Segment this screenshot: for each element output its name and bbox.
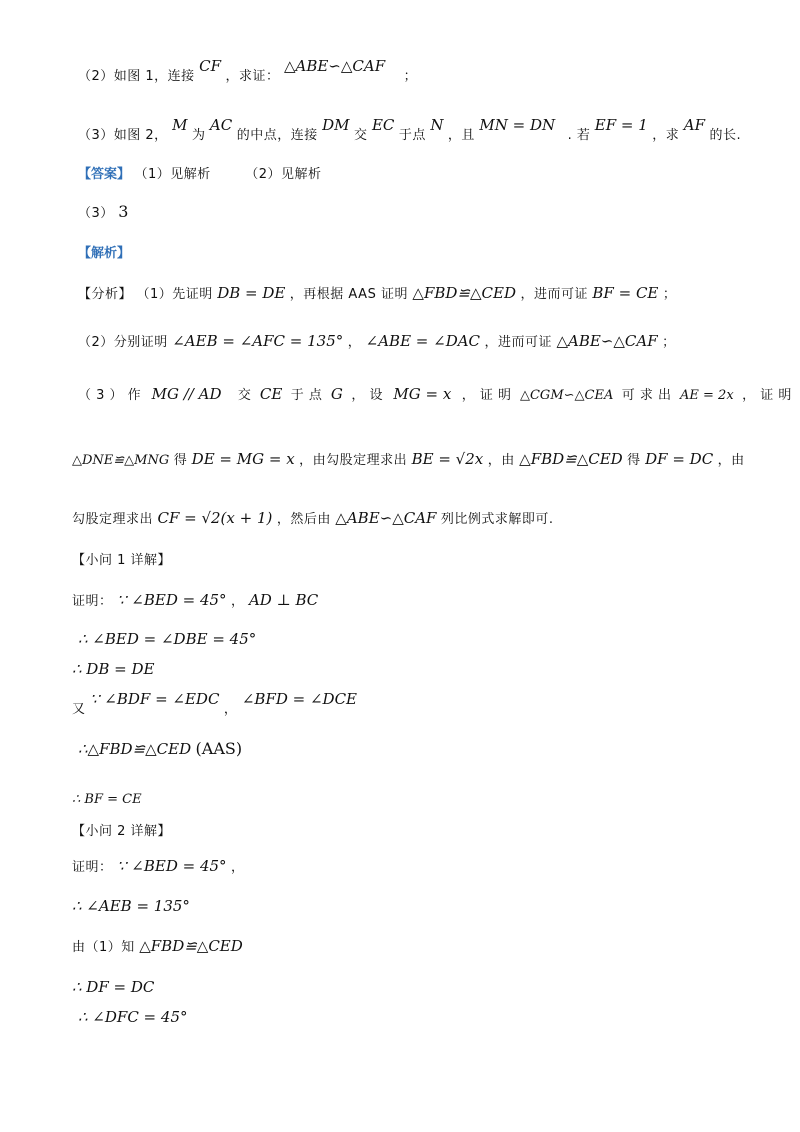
answer-3-value: 3 xyxy=(118,202,129,221)
proof-text: ， xyxy=(231,594,245,609)
analysis-text: （ 3 ） 作 xyxy=(78,388,142,403)
analysis-line-2 xyxy=(78,331,676,353)
q2-statement: △ABE∽△CAF xyxy=(283,57,386,75)
analysis-text: ， xyxy=(347,335,362,350)
analysis-math: △FBD≌△CED xyxy=(412,284,516,302)
part-2-step-1 xyxy=(72,856,245,878)
analysis-text: ，由勾股定理求出 xyxy=(299,453,408,468)
analysis-text: ； xyxy=(662,287,677,302)
analysis-line-4 xyxy=(72,449,745,471)
analysis-text: 可 求 出 xyxy=(621,388,672,403)
proof-math: ∴ DB = DE xyxy=(72,660,155,678)
analysis-tag: 【解析】 xyxy=(78,246,131,261)
proof-math: AD ⊥ BC xyxy=(248,591,319,609)
answer-tag: 【答案】 xyxy=(78,167,131,182)
part-1-tag: 【小问 1 详解】 xyxy=(72,553,172,568)
q3-p6: ，且 xyxy=(447,128,475,143)
proof-math: (AAS) xyxy=(195,739,243,758)
analysis-text: 列比例式求解即可. xyxy=(440,512,554,527)
analysis-math: DB = DE xyxy=(217,284,286,302)
q3-dm: DM xyxy=(322,116,350,134)
proof-math: ∴ ∠DFC = 45° xyxy=(78,1008,188,1026)
analysis-text: ，进而可证 xyxy=(484,335,553,350)
part-2-step-3 xyxy=(72,936,243,958)
analysis-text: ，进而可证 xyxy=(520,287,588,302)
analysis-text: ，然后由 xyxy=(276,512,331,527)
proof-math: ∴ BF = CE xyxy=(72,792,142,807)
analysis-line-5 xyxy=(72,508,554,530)
analysis-line-3 xyxy=(78,384,792,406)
part-2-heading xyxy=(72,821,171,842)
analysis-text: ，由 xyxy=(717,453,745,468)
q3-p9: 的长. xyxy=(709,128,742,143)
analysis-math: BE = √2x xyxy=(411,450,484,468)
analysis-line-1 xyxy=(78,283,676,305)
analysis-tag-2: 【分析】 xyxy=(78,287,133,302)
analysis-text: 得 xyxy=(627,453,641,468)
analysis-text: 交 xyxy=(237,388,252,403)
proof-text: ， xyxy=(231,860,245,875)
analysis-text: 得 xyxy=(173,453,188,468)
part-2-tag: 【小问 2 详解】 xyxy=(72,824,172,839)
q2-prefix: （2）如图 1，连接 xyxy=(78,69,195,84)
proof-math: ∴△FBD≌△CED xyxy=(78,740,192,758)
proof-math: ∴ ∠BED = ∠DBE = 45° xyxy=(78,630,257,648)
analysis-math: AE = 2x xyxy=(680,388,734,403)
analysis-text: ； xyxy=(662,335,676,350)
answer-1: （1）见解析 xyxy=(134,167,211,182)
analysis-math: △ABE∽△CAF xyxy=(556,332,658,350)
part-2-step-4 xyxy=(72,977,154,998)
analysis-math: BF = CE xyxy=(592,284,659,302)
question-2-line xyxy=(78,57,418,87)
answer-2: （2）见解析 xyxy=(245,167,322,182)
analysis-text: 勾股定理求出 xyxy=(72,512,154,527)
analysis-math: CE xyxy=(259,385,283,403)
proof-text: 证明： xyxy=(72,594,113,609)
answer-3-line xyxy=(78,202,128,224)
answer-line xyxy=(78,164,321,185)
q2-segment: CF xyxy=(199,57,222,75)
q2-end: ； xyxy=(403,69,418,84)
q3-m: M xyxy=(172,116,188,134)
proof-math: ∵ ∠BED = 45° xyxy=(116,591,227,609)
analysis-math: MG = x xyxy=(393,385,452,403)
q3-ef: EF = 1 xyxy=(594,116,648,134)
analysis-math: ∠AEB = ∠AFC = 135° xyxy=(172,332,344,350)
analysis-math: CF = √2(x + 1) xyxy=(157,509,273,527)
analysis-math: DF = DC xyxy=(645,450,714,468)
proof-math: ∠BFD = ∠DCE xyxy=(241,690,358,708)
analysis-text: ， 设 xyxy=(351,388,383,403)
q3-p1: （3）如图 2， xyxy=(78,128,168,143)
q3-n: N xyxy=(430,116,444,134)
q3-p7: . 若 xyxy=(567,128,591,143)
part-2-step-5 xyxy=(78,1007,187,1028)
analysis-text: ，再根据 AAS 证明 xyxy=(289,287,408,302)
analysis-text: （1）先证明 xyxy=(136,287,213,302)
q3-ec: EC xyxy=(371,116,395,134)
part-1-step-5 xyxy=(78,739,242,760)
proof-text: 由（1）知 xyxy=(72,940,135,955)
analysis-text: （2）分别证明 xyxy=(78,335,168,350)
q3-condition: MN = DN xyxy=(479,116,556,134)
q3-p8: ，求 xyxy=(652,128,680,143)
part-1-step-4 xyxy=(72,689,358,717)
proof-math: ∵ ∠BDF = ∠EDC xyxy=(89,690,220,708)
analysis-math: ∠ABE = ∠DAC xyxy=(365,332,481,350)
part-1-heading xyxy=(72,550,171,571)
part-1-step-1 xyxy=(72,590,318,612)
proof-math: ∴ DF = DC xyxy=(72,978,155,996)
analysis-math: △CGM∽△CEA xyxy=(519,388,614,403)
analysis-math: △ABE∽△CAF xyxy=(335,509,437,527)
proof-text: 证明： xyxy=(72,860,113,875)
analysis-math: △DNE≌△MNG xyxy=(72,453,170,468)
answer-3-prefix: （3） xyxy=(78,206,114,221)
analysis-math: MG // AD xyxy=(151,385,222,403)
analysis-text: ， 证 明 xyxy=(742,388,792,403)
q2-mid: ，求证： xyxy=(225,69,280,84)
analysis-math: △FBD≌△CED xyxy=(519,450,623,468)
part-1-step-2 xyxy=(78,629,256,650)
q3-p2: 为 xyxy=(191,128,206,143)
proof-math: △FBD≌△CED xyxy=(139,937,243,955)
part-1-step-6 xyxy=(72,789,142,810)
proof-text: ， xyxy=(223,702,238,717)
analysis-text: 于 点 xyxy=(290,388,323,403)
proof-math: ∵ ∠BED = 45° xyxy=(116,857,227,875)
part-1-step-3 xyxy=(72,659,154,680)
proof-math: ∴ ∠AEB = 135° xyxy=(72,897,190,915)
analysis-math: G xyxy=(330,385,343,403)
q3-p4: 交 xyxy=(354,128,368,143)
analysis-text: ， 证 明 xyxy=(461,388,512,403)
analysis-math: DE = MG = x xyxy=(191,450,295,468)
q3-ac: AC xyxy=(209,116,233,134)
analysis-tag-line xyxy=(78,243,130,264)
question-3-line xyxy=(78,116,742,146)
proof-text: 又 xyxy=(72,702,86,717)
q3-p5: 于点 xyxy=(398,128,426,143)
part-2-step-2 xyxy=(72,896,190,917)
q3-af: AF xyxy=(683,116,705,134)
analysis-text: ，由 xyxy=(487,453,515,468)
q3-p3: 的中点，连接 xyxy=(236,128,318,143)
